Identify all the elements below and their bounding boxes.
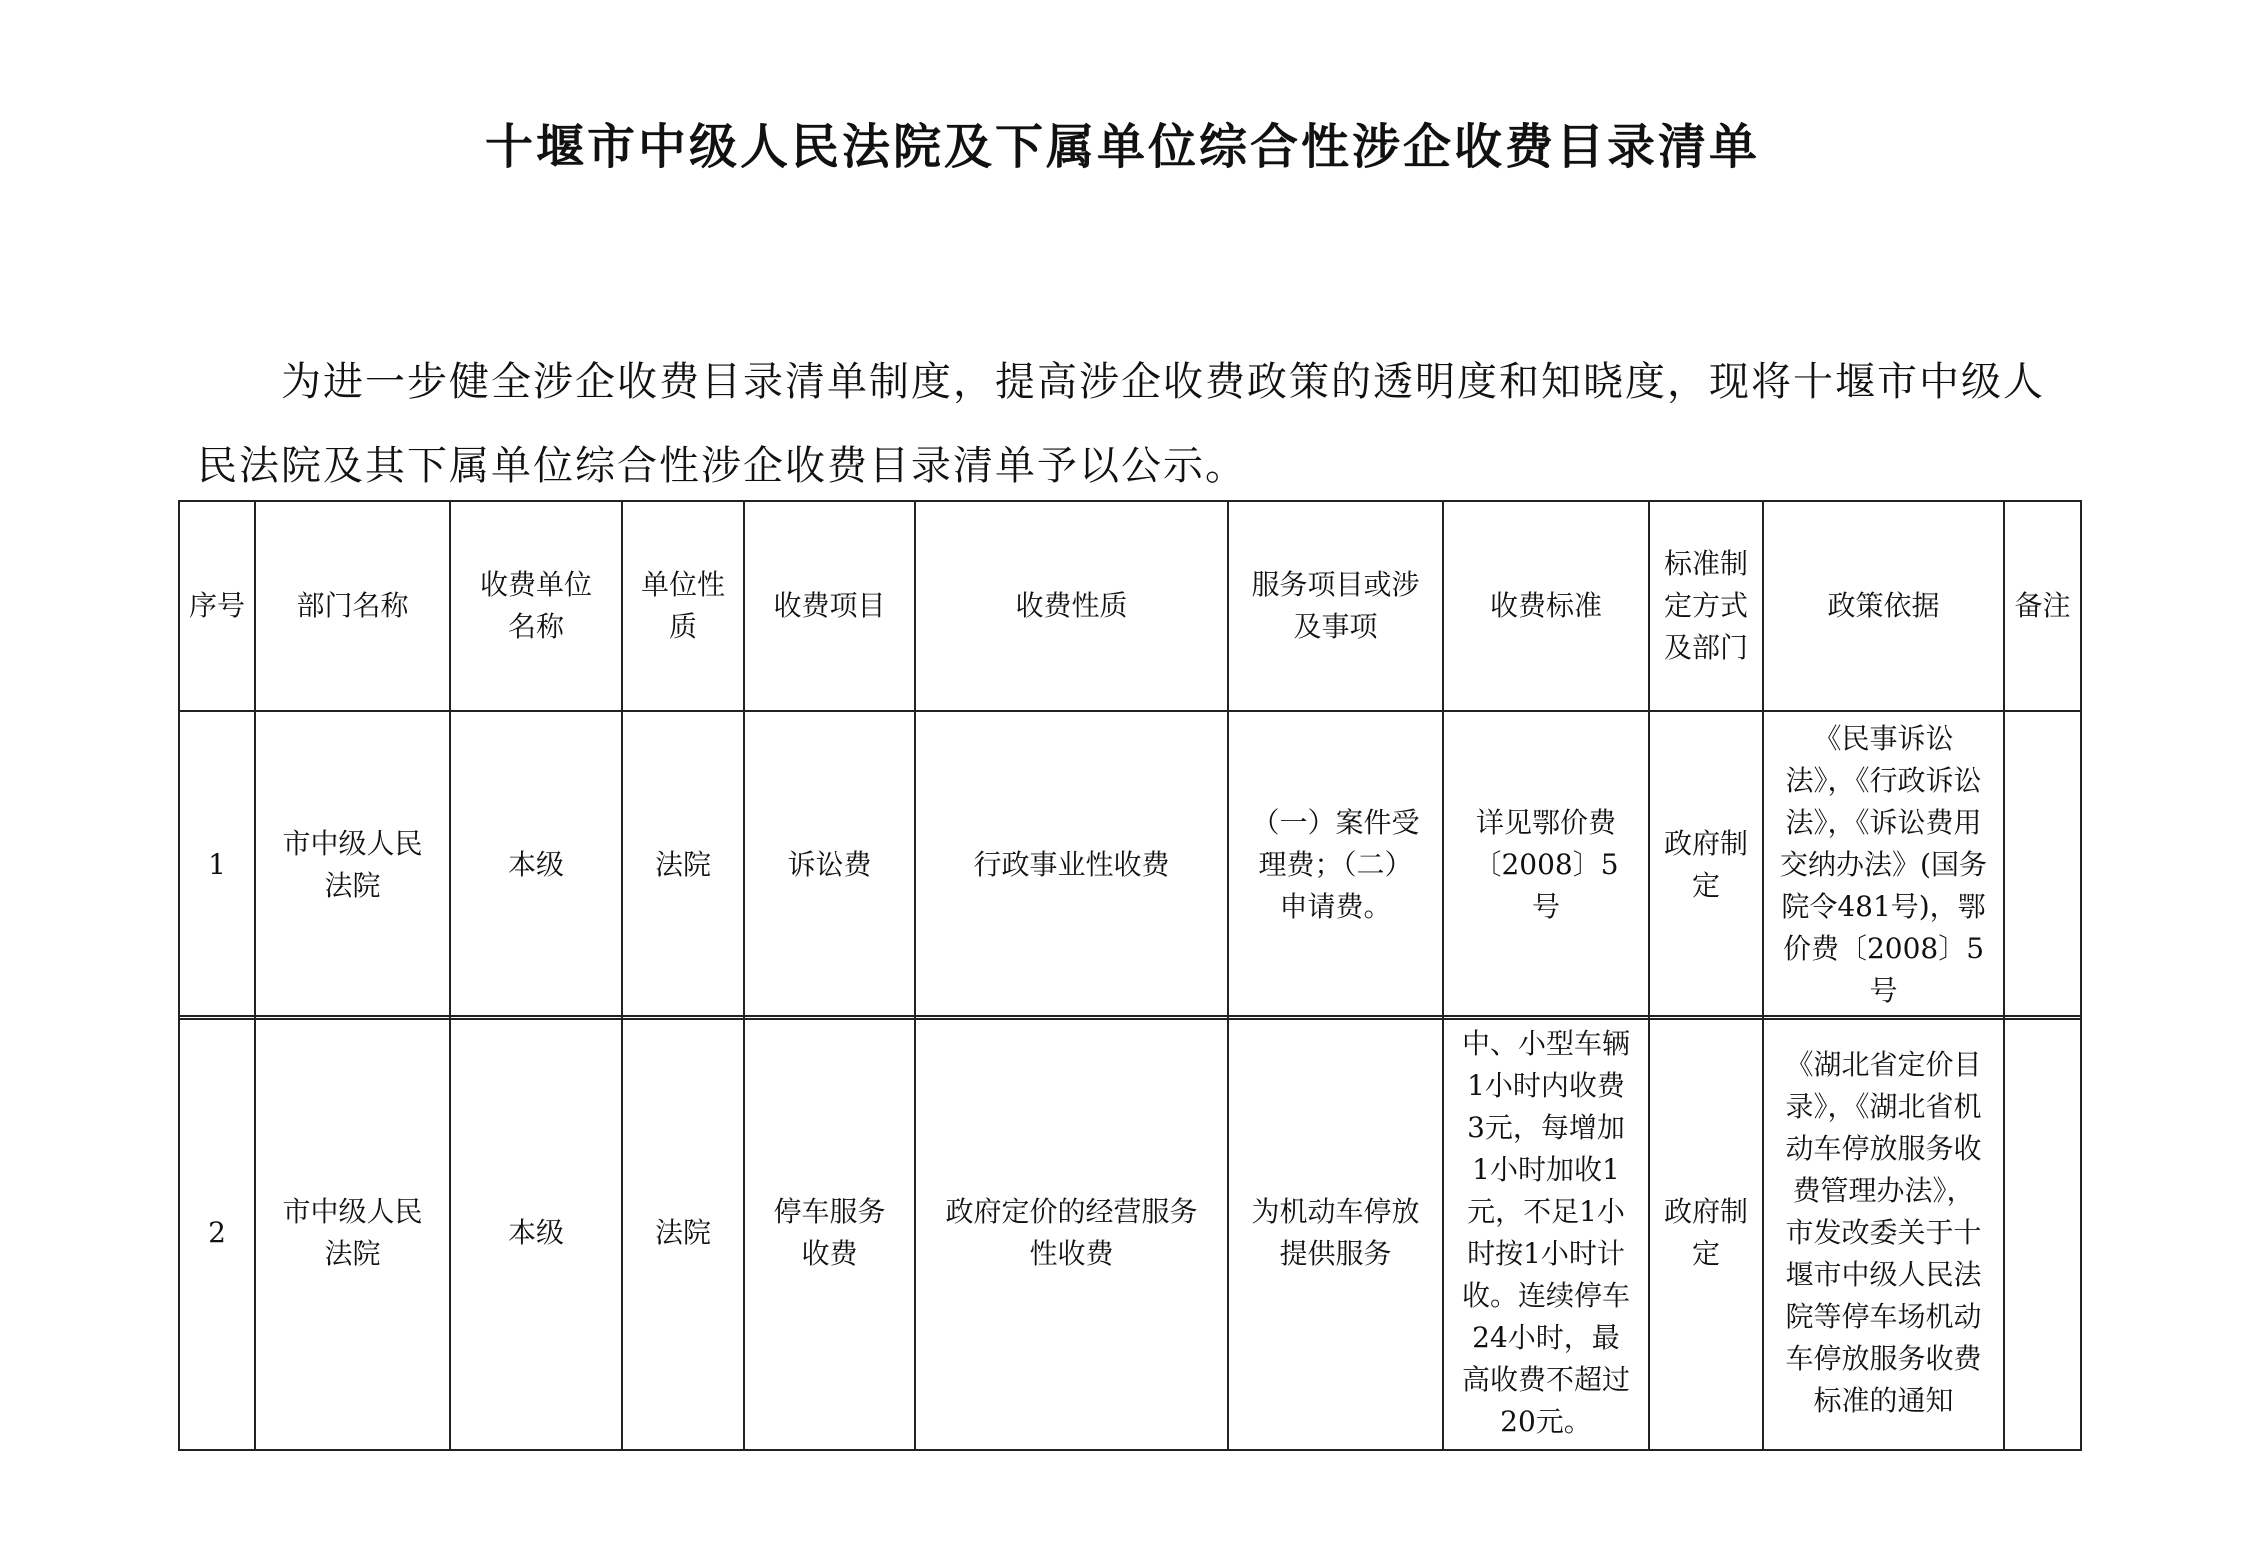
header-dept: 部门名称 [255, 501, 450, 711]
cell-standard: 中、小型车辆1小时内收费3元，每增加1小时加收1元，不足1小时按1小时计收。连续停车24小时，最高收费不超过20元。 [1443, 1016, 1649, 1450]
header-policy: 政策依据 [1763, 501, 2004, 711]
table-row [179, 711, 2081, 1019]
cell-service: 为机动车停放提供服务 [1228, 1016, 1443, 1450]
header-type: 收费性质 [915, 501, 1228, 711]
cell-standard: 详见鄂价费〔2008〕5号 [1443, 711, 1649, 1019]
cell-nature: 法院 [622, 711, 744, 1019]
page-title: 十堰市中级人民法院及下属单位综合性涉企收费目录清单 [484, 119, 1760, 175]
cell-service: （一）案件受理费；（二）申请费。 [1228, 711, 1443, 1019]
cell-seq: 2 [179, 1016, 255, 1450]
cell-note [2004, 1016, 2081, 1450]
cell-unit: 本级 [450, 711, 622, 1019]
header-standard: 收费标准 [1443, 501, 1649, 711]
header-method: 标准制定方式及部门 [1649, 501, 1763, 711]
cell-item: 停车服务收费 [744, 1016, 915, 1450]
cell-method: 政府制定 [1649, 711, 1763, 1019]
header-seq: 序号 [179, 501, 255, 711]
cell-type: 政府定价的经营服务性收费 [915, 1016, 1228, 1450]
cell-note [2004, 711, 2081, 1019]
cell-dept: 市中级人民法院 [255, 711, 450, 1019]
cell-type: 行政事业性收费 [915, 711, 1228, 1019]
header-item: 收费项目 [744, 501, 915, 711]
header-nature: 单位性质 [622, 501, 744, 711]
fee-table [178, 500, 2082, 1020]
header-unit: 收费单位名称 [450, 501, 622, 711]
table-header-row [179, 501, 2081, 711]
cell-policy: 《湖北省定价目录》，《湖北省机动车停放服务收费管理办法》，市发改委关于十堰市中级人民法院等停车场机动车停放服务收费标准的通知 [1763, 1016, 2004, 1450]
cell-policy: 《民事诉讼法》，《行政诉讼法》，《诉讼费用交纳办法》(国务院令481号)，鄂价费〔2008〕5号 [1763, 711, 2004, 1019]
intro-paragraph: 为进一步健全涉企收费目录清单制度，提高涉企收费政策的透明度和知晓度，现将十堰市中级人民法院及其下属单位综合性涉企收费目录清单予以公示。 [197, 359, 2045, 489]
header-service: 服务项目或涉及事项 [1228, 501, 1443, 711]
cell-seq: 1 [179, 711, 255, 1019]
table-row [179, 1016, 2081, 1450]
cell-dept: 市中级人民法院 [255, 1016, 450, 1450]
fee-table-continued [178, 1015, 2082, 1451]
cell-nature: 法院 [622, 1016, 744, 1450]
header-note: 备注 [2004, 501, 2081, 711]
cell-method: 政府制定 [1649, 1016, 1763, 1450]
cell-unit: 本级 [450, 1016, 622, 1450]
cell-item: 诉讼费 [744, 711, 915, 1019]
